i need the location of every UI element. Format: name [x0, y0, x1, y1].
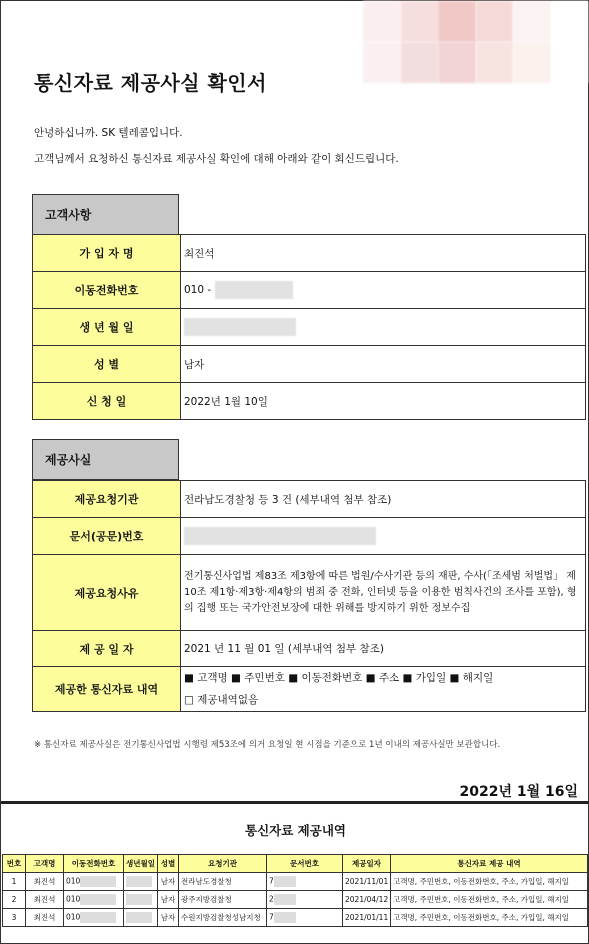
- row-no: 1: [3, 873, 26, 891]
- greeting-text: 안녕하십니까. SK 텔레콤입니다.: [34, 127, 183, 139]
- redacted-docno: [274, 894, 296, 905]
- row-docno-cell: [267, 873, 343, 891]
- redacted-docno: [274, 876, 296, 887]
- row-date: 2021/04/12: [343, 891, 391, 909]
- row-phone: 010: [66, 894, 81, 904]
- row-docno-cell: [267, 891, 343, 909]
- phone-value: 010 -: [184, 284, 212, 296]
- reason-row: [33, 555, 586, 631]
- list-header-row: [3, 855, 588, 873]
- name-value: 최진석: [181, 235, 586, 272]
- request-date-row: [33, 383, 586, 420]
- header-docno: 문서번호: [267, 855, 343, 873]
- redacted-phone: [215, 281, 293, 299]
- list-title: 통신자료 제공내역: [245, 823, 346, 838]
- row-phone: 010: [66, 876, 81, 886]
- row-birth-cell: [124, 873, 158, 891]
- reason-label: 제공요청사유: [33, 555, 181, 631]
- row-date: 2021/01/11: [343, 909, 391, 927]
- row-name: 최진석: [26, 873, 64, 891]
- header-name: 고객명: [26, 855, 64, 873]
- agency-label: 제공요청기관: [33, 481, 181, 518]
- docno-label: 문서(공문)번호: [33, 518, 181, 555]
- redacted-phone: [80, 912, 116, 923]
- table-row: [3, 891, 588, 909]
- gender-value: 남자: [181, 346, 586, 383]
- header-no: 번호: [3, 855, 26, 873]
- row-gender: 남자: [158, 891, 179, 909]
- birth-cell: [181, 309, 586, 346]
- row-phone-cell: [64, 873, 124, 891]
- row-phone-cell: [64, 891, 124, 909]
- document-title: 통신자료 제공사실 확인서: [34, 71, 267, 95]
- header-gender: 성별: [158, 855, 179, 873]
- header-items: 통신자료 제공 내역: [391, 855, 588, 873]
- none-value: □ 제공내역없음: [184, 694, 259, 706]
- request-date-value: 2022년 1월 10일: [181, 383, 586, 420]
- customer-section-heading: 고객사항: [32, 194, 179, 235]
- row-items: 고객명, 주민번호, 이동전화번호, 주소, 가입일, 해지일: [391, 873, 588, 891]
- provide-date-label: 제 공 일 자: [33, 631, 181, 667]
- row-birth-cell: [124, 909, 158, 927]
- phone-cell: [181, 272, 586, 309]
- redacted-docno: [274, 912, 296, 923]
- row-docno: 2: [269, 894, 274, 904]
- row-date: 2021/11/01: [343, 873, 391, 891]
- items-row: [33, 667, 586, 712]
- redacted-birthdate: [126, 894, 152, 905]
- name-label: 가 입 자 명: [33, 235, 181, 272]
- name-row: [33, 235, 586, 272]
- phone-row: [33, 272, 586, 309]
- birth-row: [33, 309, 586, 346]
- redacted-logo: [363, 1, 588, 83]
- row-birth-cell: [124, 891, 158, 909]
- redacted-birthdate: [126, 912, 152, 923]
- row-docno: 7: [269, 876, 274, 886]
- provision-section-heading: 제공사실: [32, 439, 179, 480]
- table-row: [3, 873, 588, 891]
- footnote: ※ 통신자료 제공사실은 전기통신사업법 시행령 제53조에 의거 요청일 현 시점을 기준으로 1년 이내의 제공사실만 보관합니다.: [34, 740, 501, 750]
- redacted-phone: [80, 876, 116, 887]
- row-phone-cell: [64, 909, 124, 927]
- phone-label: 이동전화번호: [33, 272, 181, 309]
- issue-date: 2022년 1월 16일: [459, 784, 578, 800]
- row-name: 최진석: [26, 909, 64, 927]
- table-row: [3, 909, 588, 927]
- row-docno-cell: [267, 909, 343, 927]
- row-gender: 남자: [158, 873, 179, 891]
- row-agency: 전라남도경찰청: [179, 873, 267, 891]
- row-agency: 수원지방검찰청성남지청: [179, 909, 267, 927]
- redacted-birthdate: [126, 876, 152, 887]
- provision-table: [32, 480, 586, 712]
- items-cell: [181, 667, 586, 712]
- page-divider: [1, 801, 589, 804]
- redacted-phone: [80, 894, 116, 905]
- agency-value: 전라남도경찰청 등 3 건 (세부내역 첨부 참조): [181, 481, 586, 518]
- redacted-docno: [184, 527, 376, 545]
- header-agency: 요청기관: [179, 855, 267, 873]
- provision-list-table: [2, 854, 588, 927]
- docno-cell: [181, 518, 586, 555]
- row-no: 3: [3, 909, 26, 927]
- redacted-birthdate: [184, 318, 296, 336]
- agency-row: [33, 481, 586, 518]
- gender-label: 성 별: [33, 346, 181, 383]
- header-phone: 이동전화번호: [64, 855, 124, 873]
- items-value: ■ 고객명 ■ 주민번호 ■ 이동전화번호 ■ 주소 ■ 가입일 ■ 해지일: [184, 672, 494, 684]
- row-no: 2: [3, 891, 26, 909]
- row-agency: 광주지방검찰청: [179, 891, 267, 909]
- intro-text: 고객님께서 요청하신 통신자료 제공사실 확인에 대해 아래와 같이 회신드립니다.: [34, 153, 399, 165]
- row-items: 고객명, 주민번호, 이동전화번호, 주소, 가입일, 해지일: [391, 909, 588, 927]
- items-label: 제공한 통신자료 내역: [33, 667, 181, 712]
- row-items: 고객명, 주민번호, 이동전화번호, 주소, 가입일, 해지일: [391, 891, 588, 909]
- row-docno: 7: [269, 912, 274, 922]
- row-phone: 010: [66, 912, 81, 922]
- birth-label: 생 년 월 일: [33, 309, 181, 346]
- customer-table: [32, 234, 586, 420]
- request-date-label: 신 청 일: [33, 383, 181, 420]
- docno-row: [33, 518, 586, 555]
- header-date: 제공일자: [343, 855, 391, 873]
- provide-date-value: 2021 년 11 월 01 일 (세부내역 첨부 참조): [181, 631, 586, 667]
- row-name: 최진석: [26, 891, 64, 909]
- header-birth: 생년월일: [124, 855, 158, 873]
- gender-row: [33, 346, 586, 383]
- reason-value: 전기통신사업법 제83조 제3항에 따른 법원/수사기관 등의 재판, 수사(「조세범 처벌법」 제10조 제1항·제3항·제4항의 범죄 중 전화, 인터넷 등을 이용한 범칙사건의 조사를 포함), 형의 집행 또는 국가안전보장에 대한 위해를 방지하기 위한 정보수집: [181, 555, 586, 631]
- provide-date-row: [33, 631, 586, 667]
- row-gender: 남자: [158, 909, 179, 927]
